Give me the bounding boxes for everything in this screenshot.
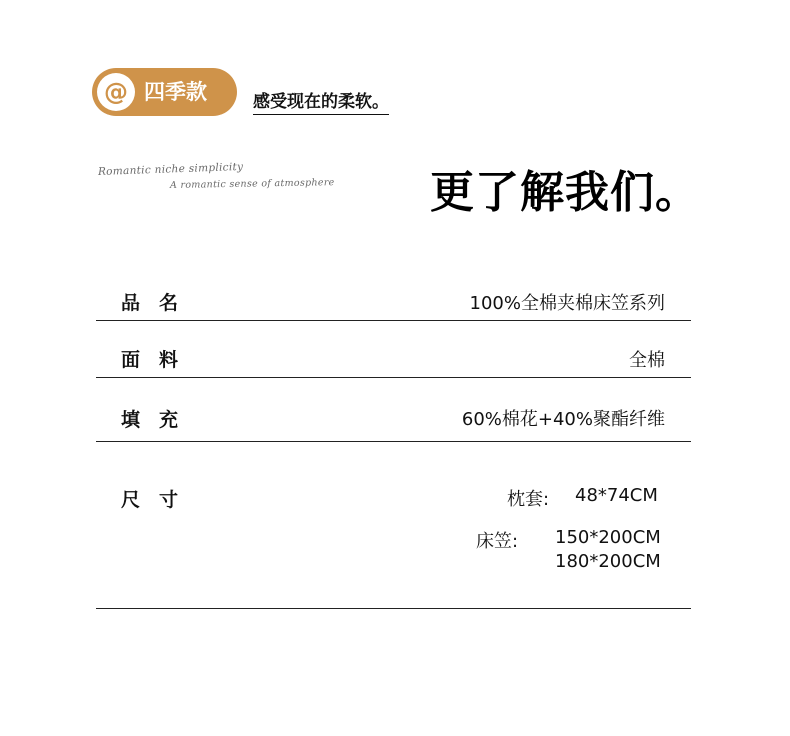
divider <box>96 377 691 378</box>
divider <box>96 441 691 442</box>
pillowcase-value: 48*74CM <box>575 485 658 506</box>
row-label-product-name: 品 名 <box>121 292 179 314</box>
row-value-fabric: 全棉 <box>629 350 665 371</box>
fitted-sheet-value-1: 150*200CM <box>555 527 661 548</box>
tagline: 感受现在的柔软。 <box>253 91 389 115</box>
divider <box>96 320 691 321</box>
script-line-2: A romantic sense of atmosphere <box>169 177 335 191</box>
row-label-filling: 填 充 <box>121 409 179 431</box>
row-value-filling: 60%棉花+40%聚酯纤维 <box>461 409 665 430</box>
fitted-sheet-label: 床笠: <box>476 531 519 552</box>
season-badge <box>92 68 237 116</box>
script-line-1: Romantic niche simplicity <box>97 160 244 178</box>
pillowcase-label: 枕套: <box>507 489 550 510</box>
row-label-size: 尺 寸 <box>121 489 179 511</box>
at-icon: @ <box>97 73 135 111</box>
row-value-product-name: 100%全棉夹棉床笠系列 <box>469 293 665 314</box>
badge-label: 四季款 <box>144 80 207 104</box>
divider <box>96 608 691 609</box>
row-label-fabric: 面 料 <box>121 349 179 371</box>
headline: 更了解我们。 <box>430 167 700 218</box>
fitted-sheet-value-2: 180*200CM <box>555 551 661 572</box>
